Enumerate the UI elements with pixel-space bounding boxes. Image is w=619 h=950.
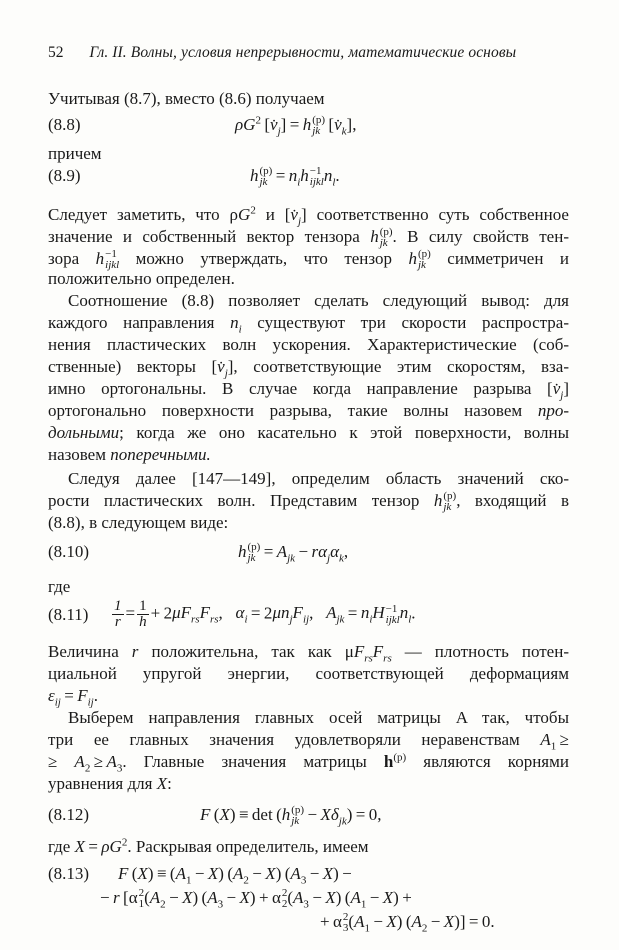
- text-line: ортогонально поверхности разрыва, такие волны назовем про-: [48, 401, 569, 420]
- equation-8-8: $\rho G^2$ $[v̇_j] = h$ (p) jk $[v̇_k]$,: [235, 114, 357, 138]
- page-header: [48, 44, 578, 62]
- equation-8-11: $\frac{1}{r}$ = $\frac{1}{h}$ + $2\mu F_{rs}F_{rs}$, $\alpha_i = 2\mu n_jF_{ij}$, $A_{jk} = n_iH$ −1 ijkl $n_l$.: [114, 598, 416, 630]
- text-line: зора h −1 ijkl можно утверждать, что тензор h (p) jk симметричен и: [48, 248, 569, 272]
- equation-number: (8.11): [48, 605, 89, 624]
- text-line: назовем поперечными.: [48, 445, 211, 464]
- text-line: Следует заметить, что $\rho G^2$ и $[v̇_j]$ соответственно суть собственное: [48, 204, 569, 228]
- text-line: имно ортогональны. В случае когда направление разрыва $[v̇_j]$: [48, 379, 569, 402]
- text-line: где: [48, 577, 71, 596]
- text-line: уравнения для X:: [48, 774, 172, 793]
- text-line: ≥ $A_2 \ge A_3$. Главные значения матрицы $h^{(p)}$ являются корнями: [48, 751, 569, 775]
- text-line: Следуя далее [147—149], определим область значений ско-: [68, 469, 569, 488]
- text-line: дольными; когда же оно касательно к этой поверхности, волны: [48, 423, 569, 442]
- equation-number: (8.8): [48, 115, 81, 134]
- equation-number: (8.12): [48, 805, 90, 824]
- text-line: значение и собственный вектор тензора h (p) jk . В силу свойств тен-: [48, 226, 569, 250]
- equation-8-13-line3: + α 2 3 $(A_1 - X) (A_2 - X)] = 0$.: [320, 911, 495, 935]
- equation-number: (8.13): [48, 864, 90, 883]
- equation-8-9: h (p) jk = $n_ih$ −1 ijkl $n_l$.: [250, 165, 340, 189]
- running-title: Гл. II. Волны, условия непрерывности, математические основы: [89, 44, 517, 61]
- text-line: циальной упругой энергии, соответствующей деформациям: [48, 664, 569, 683]
- equation-number: (8.10): [48, 542, 90, 561]
- equation-number: (8.9): [48, 166, 81, 185]
- equation-8-13-line1: F $(X) \equiv (A_1 - X) (A_2 - X) (A_3 - X)$ −: [118, 864, 352, 887]
- text-line: причем: [48, 144, 102, 163]
- equation-8-13-line2: − r [α 2 1 $(A_2 - X) (A_3 - X) + \alpha$ 2 2 $(A_3 - X) (A_1 - X)$ +: [100, 887, 412, 911]
- text-line: Соотношение (8.8) позволяет сделать следующий вывод: для: [68, 291, 569, 310]
- equation-8-12: F (X) ≡ det (h (p) jk − $X\delta_{jk}) = 0$,: [200, 804, 382, 828]
- text-line: Выберем направления главных осей матрицы A так, чтобы: [68, 708, 569, 727]
- text-line: где $X = \rho G^2$. Раскрывая определитель, имеем: [48, 836, 369, 856]
- text-line: положительно определен.: [48, 269, 235, 288]
- text-line: нения пластических волн ускорения. Характеристические (соб-: [48, 335, 569, 354]
- text-line: Величина r положительна, так как $\mu F_{rs}F_{rs}$ — плотность потен-: [48, 642, 569, 665]
- text-line: (8.8), в следующем виде:: [48, 513, 229, 532]
- text-line: Учитывая (8.7), вместо (8.6) получаем: [48, 89, 325, 108]
- text-line: каждого направления $n_i$ существуют три скорости распростра-: [48, 313, 569, 336]
- text-line: $\varepsilon_{ij} = F_{ij}$.: [48, 686, 98, 709]
- text-line: ственные) векторы $[v̇_j]$, соответствующие этим скоростям, вза-: [48, 357, 569, 380]
- text-line: рости пластических волн. Представим тензор h (p) jk , входящий в: [48, 490, 569, 514]
- equation-8-10: h (p) jk = $A_{jk} - r\alpha_j\alpha_k$,: [238, 541, 349, 565]
- page-number: 52: [48, 44, 64, 61]
- text-line: три ее главных значения удовлетворяли неравенствам $A_1$ ≥: [48, 730, 569, 753]
